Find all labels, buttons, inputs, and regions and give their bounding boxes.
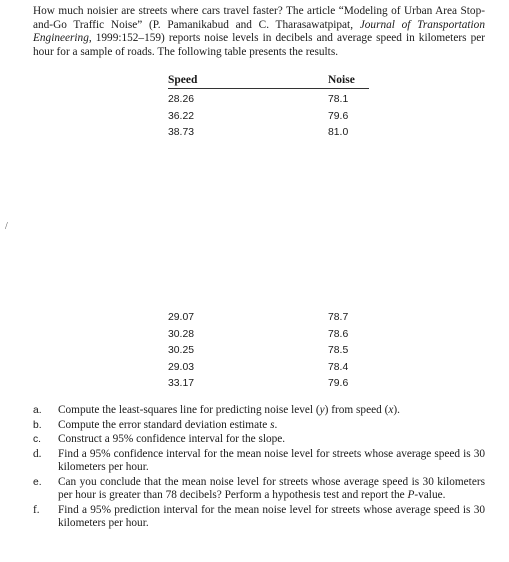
intro-text-2: , 1999:152–159) reports noise levels in decibels and average speed in kilometers per hour for a sample of roads. The following table presents the results. xyxy=(33,32,485,58)
speed-cell: 38.73 xyxy=(168,127,195,138)
question-text: . xyxy=(274,418,278,431)
table-row xyxy=(168,362,378,376)
table-row xyxy=(168,345,378,359)
question-text: Compute the error standard deviation estimate xyxy=(58,418,271,431)
speed-cell: 28.26 xyxy=(168,94,195,105)
question-f xyxy=(33,504,485,530)
table-row xyxy=(168,312,378,326)
noise-cell: 78.1 xyxy=(328,94,349,105)
table-row xyxy=(168,378,378,392)
speed-cell: 30.28 xyxy=(168,329,195,340)
noise-header: Noise xyxy=(328,74,355,86)
question-text: Can you conclude that the mean noise level for streets whose average speed is 30 kilometers per hour is greater than 78 decibels? Perform a hypothesis test and report the xyxy=(58,476,485,502)
question-text: ) from speed ( xyxy=(324,404,389,416)
noise-cell: 81.0 xyxy=(328,127,349,138)
question-text: -value. xyxy=(414,489,446,502)
table-header-row xyxy=(168,74,378,88)
question-label: d. xyxy=(33,448,42,461)
speed-cell: 29.03 xyxy=(168,362,195,373)
question-a xyxy=(33,404,485,417)
question-c xyxy=(33,433,485,446)
question-text: Find a 95% confidence interval for the mean noise level for streets whose average speed is 30 kilometers per hour. xyxy=(58,448,485,474)
table-header-divider xyxy=(168,88,369,89)
noise-cell: 78.7 xyxy=(328,312,349,323)
table-row xyxy=(168,111,378,125)
speed-cell: 36.22 xyxy=(168,111,195,122)
question-text: Compute the least-squares line for predicting noise level ( xyxy=(58,404,320,416)
table-row xyxy=(168,329,378,343)
noise-cell: 78.6 xyxy=(328,329,349,340)
question-d xyxy=(33,448,485,474)
problem-intro xyxy=(33,5,485,59)
noise-cell: 78.5 xyxy=(328,345,349,356)
intro-text-1: How much noisier are streets where cars travel faster? The article “Modeling of Urban Area Stop-and-Go Traffic Noise” (P. Pamanikabud and C. Tharasawatpipat, xyxy=(33,5,485,31)
table-row xyxy=(168,127,378,141)
variable-p: P xyxy=(407,489,415,502)
question-label: c. xyxy=(33,434,42,446)
speed-cell: 30.25 xyxy=(168,345,195,356)
table-row xyxy=(168,94,378,108)
question-list xyxy=(33,404,485,532)
speed-header: Speed xyxy=(168,74,198,86)
speed-cell: 33.17 xyxy=(168,378,195,389)
question-label: f. xyxy=(33,503,40,516)
question-label: a. xyxy=(33,405,42,416)
question-b xyxy=(33,419,485,432)
speed-cell: 29.07 xyxy=(168,312,195,323)
question-e xyxy=(33,476,485,502)
question-text: Find a 95% prediction interval for the mean noise level for streets whose average speed is 30 kilometers per hour. xyxy=(58,503,485,530)
question-text: Construct a 95% confidence interval for the slope. xyxy=(58,433,286,446)
noise-cell: 79.6 xyxy=(328,111,349,122)
variable-y: y xyxy=(319,404,325,416)
noise-cell: 79.6 xyxy=(328,378,349,389)
question-label: e. xyxy=(33,477,42,489)
journal-name: Journal of Transportation Engineering xyxy=(33,18,485,45)
stray-mark: / xyxy=(5,221,8,232)
question-label: b. xyxy=(33,419,42,431)
noise-cell: 78.4 xyxy=(328,362,349,373)
question-text: ). xyxy=(393,404,400,416)
variable-x: x xyxy=(388,404,394,416)
variable-s: s xyxy=(270,418,275,431)
